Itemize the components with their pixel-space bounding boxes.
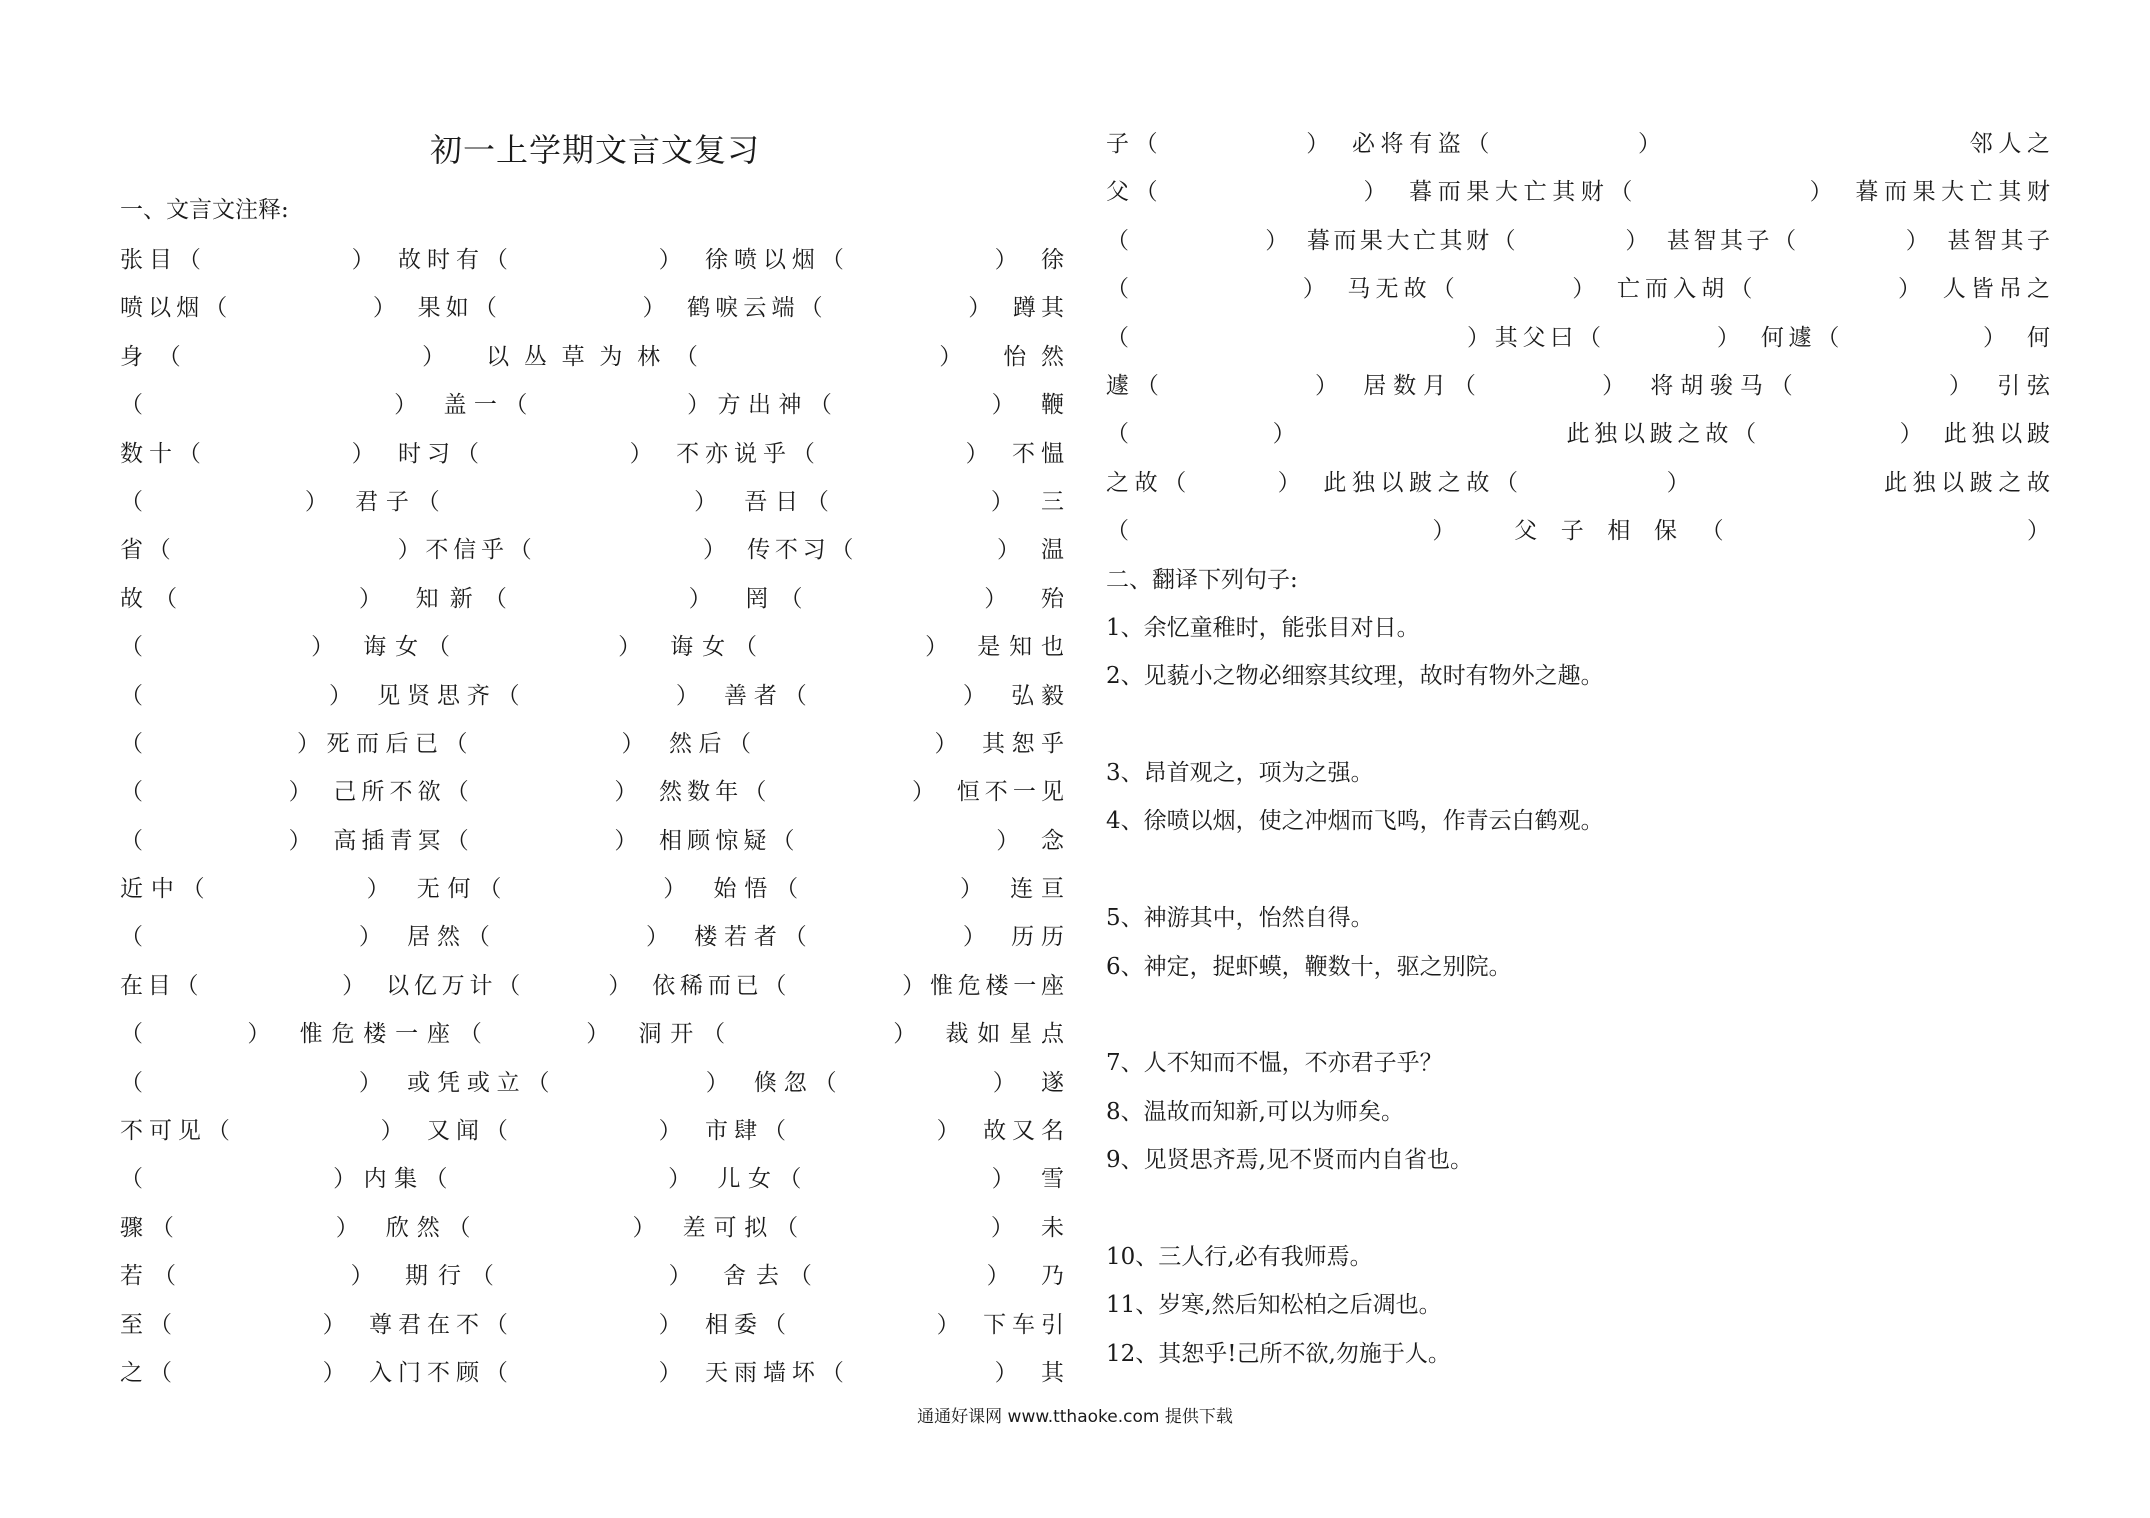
translation-sentence: 7、人不知而不愠，不亦君子乎？ [1106, 1050, 1443, 1077]
annotation-line: （ ） 父子相保（ ） [1106, 518, 2050, 545]
translation-sentence: 12、其恕乎!己所不欲,勿施于人。 [1106, 1340, 1451, 1367]
translation-sentence: 3、昂首观之，项为之强。 [1106, 760, 1374, 787]
annotation-line: 省（ ）不信乎（ ） 传不习（ ） 温 [120, 537, 1064, 564]
section2-heading: 二、翻译下列句子: [1106, 566, 1298, 593]
annotation-line: 遽（ ） 居数月（ ） 将胡骏马（ ） 引弦 [1106, 372, 2050, 399]
right-column [1106, 120, 2050, 1378]
annotation-line: 子（ ） 必将有盗（ ） 邻人之 [1106, 131, 2050, 157]
annotation-line: 之故（ ） 此独以跛之故（ ） 此独以跛之故 [1106, 469, 2050, 496]
blank-answer-space [1106, 846, 2050, 894]
annotation-line: （ ） 此独以跛之故（ ） 此独以跛 [1106, 421, 2050, 448]
translation-sentence: 8、温故而知新,可以为师矣。 [1106, 1098, 1404, 1125]
annotation-line: 近中（ ） 无何（ ） 始悟（ ） 连亘 [120, 876, 1064, 903]
annotation-line: （ ） 居然（ ） 楼若者（ ） 历历 [120, 924, 1064, 951]
annotation-line: （ ） 己所不欲（ ） 然数年（ ） 恒不一见 [120, 779, 1064, 806]
annotation-line: 在目（ ） 以亿万计（ ） 依稀而已（ ）惟危楼一座 [120, 972, 1064, 999]
annotation-line: （ ） 诲女（ ） 诲女（ ） 是知也 [120, 634, 1064, 661]
annotation-line: （ ）内集（ ） 儿女（ ） 雪 [120, 1166, 1064, 1193]
annotation-line: 至（ ） 尊君在不（ ） 相委（ ） 下车引 [120, 1311, 1064, 1338]
annotation-line: （ ）其父曰（ ） 何遽（ ） 何 [1106, 324, 2050, 351]
annotation-line: 数十（ ） 时习（ ） 不亦说乎（ ） 不愠 [120, 440, 1064, 467]
annotation-line: 之（ ） 入门不顾（ ） 天雨墙坏（ ） 其 [120, 1359, 1064, 1386]
footer-credit: 通通好课网 www.tthaoke.com 提供下载 [917, 1407, 1233, 1427]
translation-sentence: 10、三人行,必有我师焉。 [1106, 1243, 1373, 1270]
annotation-line: 骤（ ） 欣然（ ） 差可拟（ ） 未 [120, 1214, 1064, 1241]
blank-answer-space [1106, 1185, 2050, 1233]
left-column [120, 120, 1064, 1397]
annotation-line: （ ）死而后已（ ） 然后（ ） 其恕乎 [120, 730, 1064, 757]
annotation-line: 故（ ） 知新（ ） 罔（ ） 殆 [120, 585, 1064, 612]
annotation-line: 若（ ） 期行（ ） 舍去（ ） 乃 [120, 1263, 1064, 1290]
annotation-line: 不可见（ ） 又闻（ ） 市肆（ ） 故又名 [120, 1118, 1064, 1145]
annotation-line: 张目（ ） 故时有（ ） 徐喷以烟（ ） 徐 [120, 247, 1064, 273]
translation-sentence: 4、徐喷以烟，使之冲烟而飞鸣，作青云白鹤观。 [1106, 808, 1604, 835]
translation-sentence: 6、神定，捉虾蟆，鞭数十，驱之别院。 [1106, 953, 1512, 980]
annotation-line: （ ） 惟危楼一座（ ） 洞开（ ） 裁如星点 [120, 1021, 1064, 1048]
translation-sentence: 9、见贤思齐焉,见不贤而内自省也。 [1106, 1147, 1473, 1174]
blank-answer-space [1106, 991, 2050, 1039]
page-title: 初一上学期文言文复习 [429, 131, 760, 169]
translation-sentence: 5、神游其中，怡然自得。 [1106, 905, 1374, 932]
annotation-line: （ ） 君子（ ） 吾日（ ） 三 [120, 488, 1064, 515]
annotation-line: （ ） 见贤思齐（ ） 善者（ ） 弘毅 [120, 682, 1064, 709]
annotation-line: 身（ ） 以丛草为林（ ） 怡然 [120, 343, 1064, 370]
annotation-line: （ ） 或凭或立（ ） 倏忽（ ） 遂 [120, 1069, 1064, 1096]
blank-answer-space [1106, 701, 2050, 749]
translation-sentence: 2、见藐小之物必细察其纹理，故时有物外之趣。 [1106, 663, 1604, 690]
annotation-list-right [1106, 120, 2050, 556]
annotation-list-left [120, 236, 1064, 1397]
annotation-line: （ ） 盖一（ ）方出神（ ） 鞭 [120, 392, 1064, 419]
section1-heading: 一、文言文注释: [120, 197, 289, 223]
annotation-line: （ ） 高插青冥（ ） 相顾惊疑（ ） 念 [120, 827, 1064, 854]
annotation-line: （ ） 暮而果大亡其财（ ） 甚智其子（ ） 甚智其子 [1106, 227, 2050, 254]
translation-sentence: 1、余忆童稚时，能张目对日。 [1106, 614, 1420, 641]
annotation-line: 喷以烟（ ） 果如（ ） 鹤唳云端（ ） 蹲其 [120, 295, 1064, 322]
translation-sentence: 11、岁寒,然后知松柏之后凋也。 [1106, 1292, 1442, 1319]
annotation-line: 父（ ） 暮而果大亡其财（ ） 暮而果大亡其财 [1106, 179, 2050, 206]
translation-list [1106, 604, 2050, 1378]
annotation-line: （ ） 马无故（ ） 亡而入胡（ ） 人皆吊之 [1106, 276, 2050, 303]
